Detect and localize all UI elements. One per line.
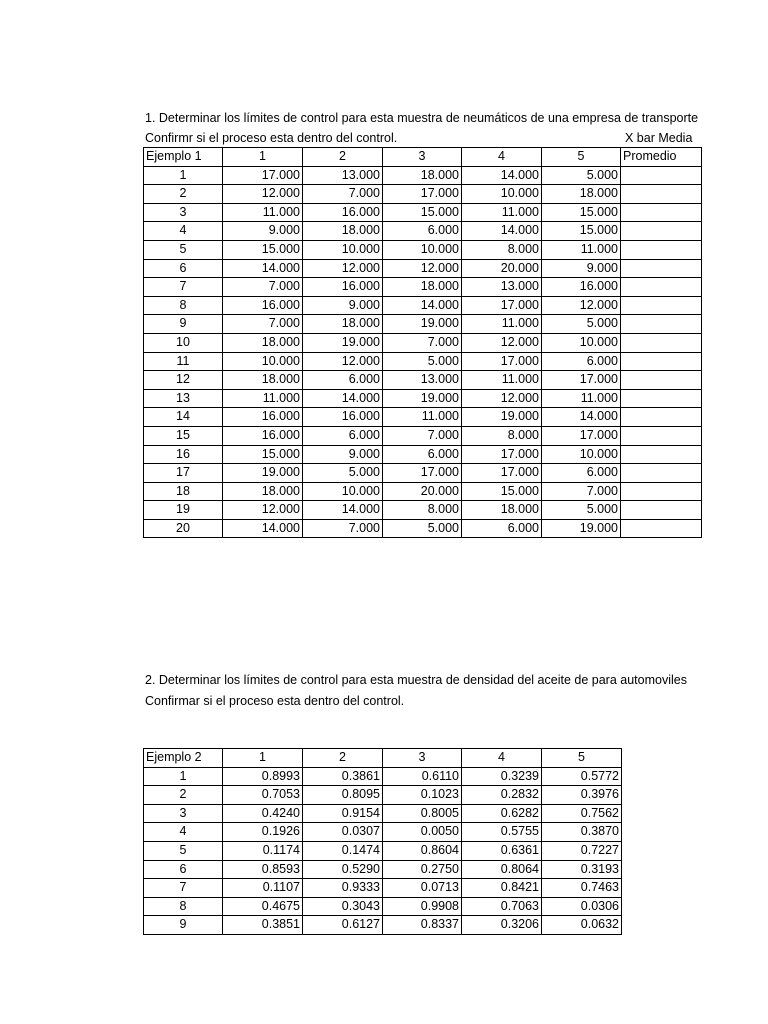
row-index-cell: 3 [144, 804, 223, 823]
table-cell [621, 315, 702, 334]
table-cell: 10.000 [303, 240, 383, 259]
table-cell: 7.000 [383, 333, 462, 352]
table-cell: 17.000 [462, 464, 542, 483]
table-cell: 17.000 [383, 185, 462, 204]
table-cell: 0.2750 [383, 860, 462, 879]
table-cell: 17.000 [462, 296, 542, 315]
row-index-cell: 6 [144, 259, 223, 278]
table-cell: 0.1474 [303, 841, 383, 860]
column-header: 3 [383, 749, 462, 768]
row-index-cell: 7 [144, 879, 223, 898]
table-cell: 6.000 [383, 222, 462, 241]
section2-title-line2: Confirmar si el proceso esta dentro del control. [145, 694, 405, 708]
table-header-row [144, 148, 702, 167]
table-cell: 0.6361 [462, 841, 542, 860]
table-cell: 0.4240 [223, 804, 303, 823]
table-cell: 17.000 [383, 464, 462, 483]
table-cell: 0.6282 [462, 804, 542, 823]
section2-title-line1: 2. Determinar los límites de control para esta muestra de densidad del aceite de para automoviles [145, 673, 687, 687]
table-cell: 0.1107 [223, 879, 303, 898]
row-index-cell: 16 [144, 445, 223, 464]
table-cell: 0.9333 [303, 879, 383, 898]
column-header: 5 [542, 749, 622, 768]
row-index-cell: 14 [144, 408, 223, 427]
table-cell: 19.000 [383, 315, 462, 334]
table-cell: 18.000 [223, 482, 303, 501]
table-cell: 16.000 [303, 278, 383, 297]
table-cell: 12.000 [223, 501, 303, 520]
table-cell: 0.0307 [303, 823, 383, 842]
table-row [144, 482, 702, 501]
table-row [144, 879, 622, 898]
table-cell: 14.000 [223, 259, 303, 278]
table-cell: 7.000 [542, 482, 621, 501]
table-cell: 16.000 [223, 296, 303, 315]
row-index-cell: 10 [144, 333, 223, 352]
table-row [144, 371, 702, 390]
table-row [144, 408, 702, 427]
table-cell: 10.000 [542, 333, 621, 352]
row-index-cell: 11 [144, 352, 223, 371]
table-cell: 14.000 [542, 408, 621, 427]
table-cell: 12.000 [303, 352, 383, 371]
table-row [144, 278, 702, 297]
table-row [144, 464, 702, 483]
table-cell: 0.3206 [462, 916, 542, 935]
row-index-cell: 4 [144, 222, 223, 241]
table-cell: 18.000 [383, 278, 462, 297]
table-cell: 0.3976 [542, 786, 622, 805]
section1-title-line1: 1. Determinar los límites de control para esta muestra de neumáticos de una empresa de transporte [145, 111, 699, 125]
row-index-cell: 1 [144, 166, 223, 185]
table-cell: 6.000 [542, 352, 621, 371]
table-cell: 18.000 [223, 333, 303, 352]
table-cell: 0.6127 [303, 916, 383, 935]
table-row [144, 240, 702, 259]
table-cell: 19.000 [223, 464, 303, 483]
table-cell: 0.5755 [462, 823, 542, 842]
table-cell: 6.000 [303, 371, 383, 390]
table-cell: 9.000 [303, 296, 383, 315]
table-row [144, 296, 702, 315]
table-cell: 0.9154 [303, 804, 383, 823]
table-cell: 15.000 [542, 203, 621, 222]
table-cell: 19.000 [303, 333, 383, 352]
row-index-cell: 18 [144, 482, 223, 501]
table-cell: 10.000 [223, 352, 303, 371]
table-row [144, 166, 702, 185]
table-cell: 13.000 [383, 371, 462, 390]
column-header: 2 [303, 749, 383, 768]
table-cell: 9.000 [542, 259, 621, 278]
row-index-cell: 2 [144, 185, 223, 204]
column-header: Ejemplo 2 [144, 749, 223, 768]
table-cell: 6.000 [383, 445, 462, 464]
row-index-cell: 19 [144, 501, 223, 520]
table-cell: 10.000 [462, 185, 542, 204]
table-cell [621, 482, 702, 501]
table-cell: 0.7053 [223, 786, 303, 805]
table-cell: 17.000 [462, 352, 542, 371]
table-row [144, 786, 622, 805]
table-cell: 0.3193 [542, 860, 622, 879]
table-cell: 0.5290 [303, 860, 383, 879]
table-cell: 11.000 [462, 203, 542, 222]
row-index-cell: 5 [144, 841, 223, 860]
table-cell [621, 222, 702, 241]
table-row [144, 804, 622, 823]
table-cell: 18.000 [383, 166, 462, 185]
table-cell: 17.000 [542, 426, 621, 445]
row-index-cell: 2 [144, 786, 223, 805]
table-cell [621, 389, 702, 408]
table-row [144, 222, 702, 241]
table-cell [621, 278, 702, 297]
table-header-row [144, 749, 622, 768]
table-cell: 12.000 [383, 259, 462, 278]
table-cell: 0.1023 [383, 786, 462, 805]
table-cell: 11.000 [542, 240, 621, 259]
row-index-cell: 8 [144, 897, 223, 916]
row-index-cell: 8 [144, 296, 223, 315]
table-row [144, 519, 702, 538]
table-cell [621, 296, 702, 315]
table-cell: 19.000 [542, 519, 621, 538]
table-cell: 15.000 [223, 240, 303, 259]
table-cell [621, 166, 702, 185]
table-cell: 0.8993 [223, 767, 303, 786]
table-row [144, 860, 622, 879]
table-cell: 0.8421 [462, 879, 542, 898]
row-index-cell: 17 [144, 464, 223, 483]
table-cell: 0.6110 [383, 767, 462, 786]
table-cell [621, 501, 702, 520]
table-cell: 14.000 [303, 501, 383, 520]
table-cell: 0.4675 [223, 897, 303, 916]
row-index-cell: 20 [144, 519, 223, 538]
table-cell: 14.000 [303, 389, 383, 408]
table-cell: 16.000 [223, 408, 303, 427]
table-cell: 17.000 [223, 166, 303, 185]
table-cell: 11.000 [383, 408, 462, 427]
table-cell: 5.000 [542, 315, 621, 334]
table-cell [621, 464, 702, 483]
table-cell: 0.7562 [542, 804, 622, 823]
table-cell: 0.8337 [383, 916, 462, 935]
table-cell: 0.3851 [223, 916, 303, 935]
table-cell: 20.000 [383, 482, 462, 501]
table-cell: 0.0632 [542, 916, 622, 935]
table-cell: 0.1174 [223, 841, 303, 860]
column-header: 4 [462, 749, 542, 768]
table-row [144, 203, 702, 222]
table-cell: 11.000 [542, 389, 621, 408]
table-cell: 9.000 [223, 222, 303, 241]
table-cell: 12.000 [542, 296, 621, 315]
column-header: Promedio [621, 148, 702, 167]
row-index-cell: 15 [144, 426, 223, 445]
table-row [144, 767, 622, 786]
table-cell: 16.000 [542, 278, 621, 297]
table-cell: 0.8064 [462, 860, 542, 879]
table-ejemplo-2 [143, 748, 622, 935]
column-header: 2 [303, 148, 383, 167]
table-cell: 5.000 [542, 166, 621, 185]
row-index-cell: 7 [144, 278, 223, 297]
table-cell [621, 408, 702, 427]
row-index-cell: 5 [144, 240, 223, 259]
table-cell [621, 371, 702, 390]
table-cell: 0.8095 [303, 786, 383, 805]
table-cell: 14.000 [383, 296, 462, 315]
table-row [144, 823, 622, 842]
table-cell: 8.000 [462, 240, 542, 259]
table-cell: 0.3043 [303, 897, 383, 916]
table-cell: 0.7063 [462, 897, 542, 916]
table-cell: 0.0713 [383, 879, 462, 898]
table-cell: 19.000 [383, 389, 462, 408]
table-cell: 0.3861 [303, 767, 383, 786]
table-cell: 0.9908 [383, 897, 462, 916]
table-cell: 7.000 [223, 315, 303, 334]
table-cell: 17.000 [542, 371, 621, 390]
table-cell: 0.2832 [462, 786, 542, 805]
table-ejemplo-1 [143, 147, 702, 538]
table-cell: 12.000 [303, 259, 383, 278]
table-cell: 15.000 [223, 445, 303, 464]
table-cell [621, 333, 702, 352]
table-row [144, 426, 702, 445]
table-cell [621, 203, 702, 222]
table-cell [621, 352, 702, 371]
column-header: 1 [223, 148, 303, 167]
table-cell: 18.000 [462, 501, 542, 520]
table-cell: 19.000 [462, 408, 542, 427]
table-cell: 9.000 [303, 445, 383, 464]
column-header: 3 [383, 148, 462, 167]
column-header: 4 [462, 148, 542, 167]
table-cell: 18.000 [303, 315, 383, 334]
table-row [144, 916, 622, 935]
table-cell: 10.000 [303, 482, 383, 501]
table-cell: 0.1926 [223, 823, 303, 842]
table-cell [621, 240, 702, 259]
xbar-media-label: X bar Media [625, 131, 693, 145]
table-cell: 15.000 [462, 482, 542, 501]
table-cell: 15.000 [383, 203, 462, 222]
table-cell: 6.000 [542, 464, 621, 483]
column-header: Ejemplo 1 [144, 148, 223, 167]
table-row [144, 315, 702, 334]
table-cell: 11.000 [223, 389, 303, 408]
table-cell: 5.000 [542, 501, 621, 520]
table-cell: 7.000 [303, 185, 383, 204]
table-cell: 0.3870 [542, 823, 622, 842]
table-cell: 0.7463 [542, 879, 622, 898]
table-cell: 10.000 [383, 240, 462, 259]
table-cell [621, 426, 702, 445]
table-cell: 6.000 [462, 519, 542, 538]
row-index-cell: 3 [144, 203, 223, 222]
table-cell: 16.000 [303, 408, 383, 427]
table-cell: 12.000 [462, 333, 542, 352]
table-cell: 0.0050 [383, 823, 462, 842]
table-cell: 0.8005 [383, 804, 462, 823]
table-cell: 6.000 [303, 426, 383, 445]
table-cell: 18.000 [303, 222, 383, 241]
table-cell: 10.000 [542, 445, 621, 464]
table-row [144, 352, 702, 371]
row-index-cell: 6 [144, 860, 223, 879]
table-cell: 0.5772 [542, 767, 622, 786]
table-cell: 12.000 [462, 389, 542, 408]
table-cell [621, 185, 702, 204]
table-row [144, 445, 702, 464]
table-cell: 8.000 [383, 501, 462, 520]
table-cell: 15.000 [542, 222, 621, 241]
row-index-cell: 4 [144, 823, 223, 842]
table-cell: 11.000 [462, 371, 542, 390]
table-cell: 11.000 [223, 203, 303, 222]
table-cell: 14.000 [462, 166, 542, 185]
table-row [144, 501, 702, 520]
table-row [144, 897, 622, 916]
table-cell [621, 519, 702, 538]
table-cell: 0.7227 [542, 841, 622, 860]
column-header: 1 [223, 749, 303, 768]
table-cell: 13.000 [303, 166, 383, 185]
table-cell: 5.000 [383, 519, 462, 538]
table-row [144, 333, 702, 352]
table-cell: 7.000 [303, 519, 383, 538]
table-row [144, 259, 702, 278]
table-cell: 0.8604 [383, 841, 462, 860]
table-cell: 16.000 [223, 426, 303, 445]
column-header: 5 [542, 148, 621, 167]
table-cell: 5.000 [303, 464, 383, 483]
table-cell [621, 445, 702, 464]
table-cell: 17.000 [462, 445, 542, 464]
table-cell: 18.000 [223, 371, 303, 390]
table-cell: 7.000 [223, 278, 303, 297]
table-cell: 14.000 [223, 519, 303, 538]
table-cell: 13.000 [462, 278, 542, 297]
row-index-cell: 1 [144, 767, 223, 786]
table-cell: 16.000 [303, 203, 383, 222]
row-index-cell: 13 [144, 389, 223, 408]
table-cell: 0.0306 [542, 897, 622, 916]
row-index-cell: 9 [144, 916, 223, 935]
table-row [144, 841, 622, 860]
table-cell: 14.000 [462, 222, 542, 241]
table-cell: 11.000 [462, 315, 542, 334]
table-cell: 7.000 [383, 426, 462, 445]
table-cell: 8.000 [462, 426, 542, 445]
table-row [144, 185, 702, 204]
table-cell: 20.000 [462, 259, 542, 278]
row-index-cell: 12 [144, 371, 223, 390]
table-row [144, 389, 702, 408]
table-cell: 18.000 [542, 185, 621, 204]
table-cell: 0.3239 [462, 767, 542, 786]
table-cell: 5.000 [383, 352, 462, 371]
row-index-cell: 9 [144, 315, 223, 334]
table-cell [621, 259, 702, 278]
table-cell: 12.000 [223, 185, 303, 204]
section1-title-line2: Confirmr si el proceso esta dentro del control. [145, 131, 398, 145]
table-cell: 0.8593 [223, 860, 303, 879]
